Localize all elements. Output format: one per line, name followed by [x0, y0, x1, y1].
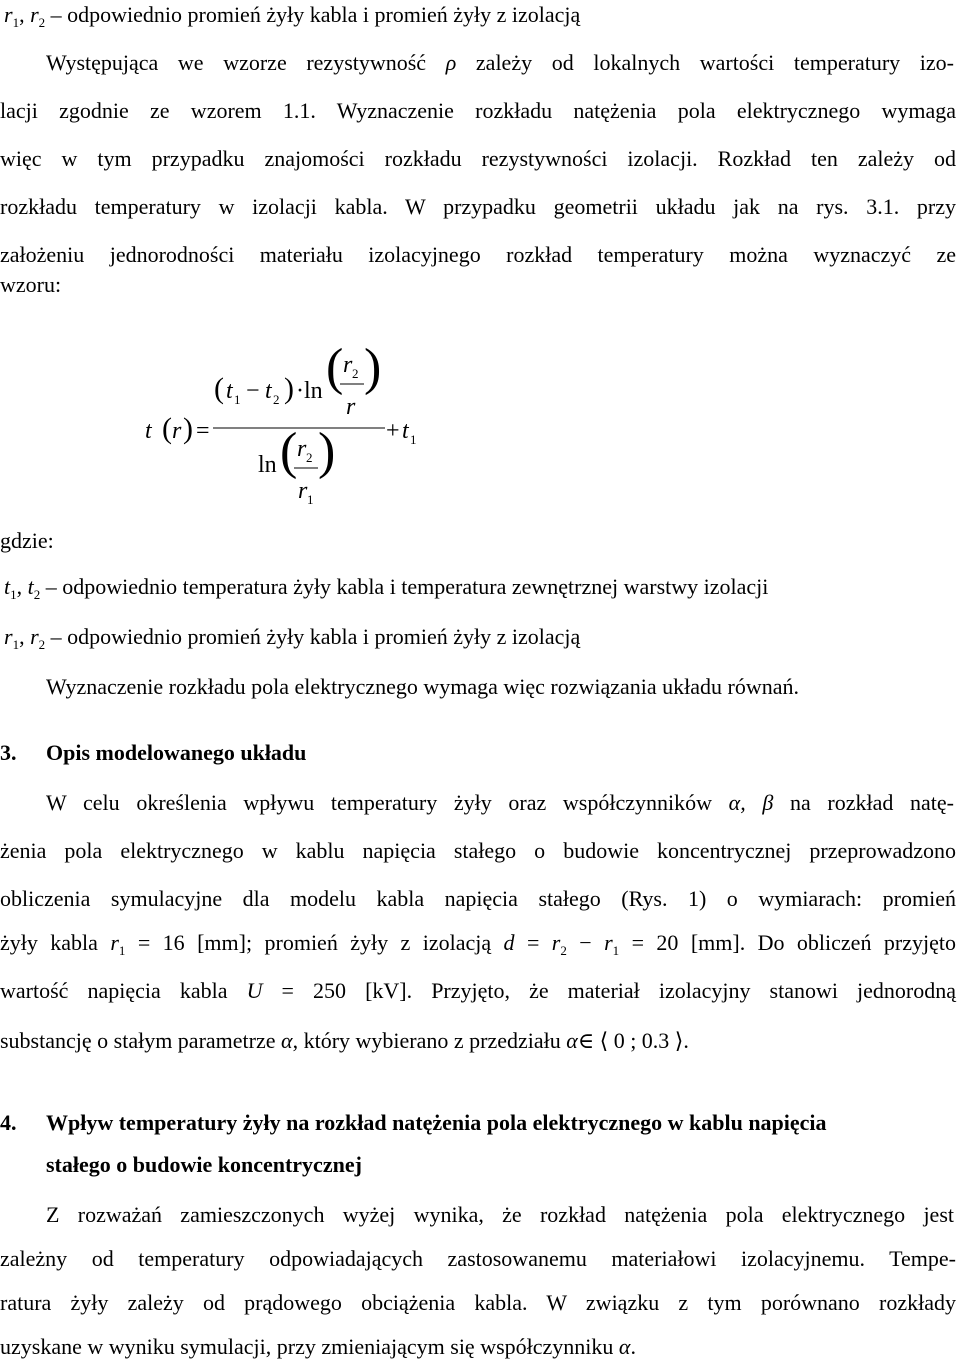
svg-text:): ): [183, 412, 193, 445]
svg-text:2: 2: [352, 366, 359, 381]
section-4-line-2: zależny od temperatury odpowiadających zastosowanemu materiałowi izolacyjnemu. Tempe-: [0, 1246, 956, 1271]
definition-radii: $r_1$, $r_2$ – odpowiednio promień żyły kabla i promień żyły z izolacją: [4, 624, 581, 652]
section-4-number: 4.: [0, 1110, 17, 1135]
svg-text:1: 1: [410, 432, 417, 447]
svg-text:1: 1: [234, 392, 241, 407]
section-3-number: 3.: [0, 740, 17, 765]
svg-text:): ): [364, 340, 382, 396]
paragraph-1-line-1: Występująca we wzorze rezystywność ρ zależy od lokalnych wartości temperatury izo-: [46, 50, 954, 75]
alpha-beta-symbols: α, β: [728, 790, 774, 815]
section-3-line-5: wartość napięcia kabla U = 250 [kV]. Przyjęto, że materiał izolacyjny stanowi jednorodną: [0, 978, 957, 1003]
section-3-line-1: W celu określenia wpływu temperatury żyły oraz współczynników α, β na rozkład natę-: [46, 790, 954, 815]
formula-t2: t: [265, 378, 272, 404]
svg-text:2: 2: [273, 392, 280, 407]
rho-symbol: ρ: [445, 50, 457, 75]
formula-equals: =: [196, 418, 210, 444]
section-4-heading: [0, 1110, 960, 1136]
section-3-heading: [0, 740, 960, 766]
section-3-title: Opis modelowanego układu: [46, 740, 307, 765]
section-3-line-6: substancję o stałym parametrze α, który wybierano z przedziału α∈ ⟨ 0 ; 0.3 ⟩.: [0, 1028, 689, 1053]
section-4-title-line-1: Wpływ temperatury żyły na rozkład natężenia pola elektrycznego w kablu napięcia: [46, 1110, 827, 1135]
formula-ln-top: ln: [304, 378, 323, 404]
paragraph-1-line-5: założeniu jednorodności materiału izolacyjnego rozkład temperatury można wyznaczyć ze: [0, 242, 956, 267]
svg-text:(: (: [280, 423, 298, 480]
svg-text:2: 2: [306, 450, 313, 465]
formula-r2-top: r: [343, 352, 353, 378]
section-4-line-3: ratura żyły zależy od prądowego obciążenia kabla. W związku z tym porównano rozkłady: [0, 1290, 956, 1315]
svg-text:−: −: [246, 378, 260, 404]
svg-text:(: (: [214, 372, 224, 405]
formula-plus: +: [386, 418, 400, 444]
where-label: gdzie:: [0, 528, 54, 553]
section-4-title-line-2: stałego o budowie koncentrycznej: [46, 1152, 362, 1177]
svg-text:): ): [318, 423, 336, 480]
paragraph-2: Wyznaczenie rozkładu pola elektrycznego wymaga więc rozwiązania układu równań.: [46, 674, 800, 699]
paragraph-1-line-3: więc w tym przypadku znajomości rozkładu rezystywności izolacji. Rozkład ten zależy od: [0, 146, 956, 171]
formula-r-top: r: [346, 394, 356, 420]
formula-t1-end: t: [402, 418, 409, 444]
top-definition-text: – odpowiednio promień żyły kabla i promień żyły z izolacją: [45, 2, 581, 27]
paragraph-1-line-2: lacji zgodnie ze wzorem 1.1. Wyznaczenie rozkładu natężenia pola elektrycznego wymaga: [0, 98, 956, 123]
svg-text:): ): [284, 372, 294, 405]
svg-text:·: ·: [296, 378, 304, 404]
temperature-formula: [0, 340, 960, 520]
formula-r: r: [172, 418, 182, 444]
top-definition: $r_1$, $r_2$ – odpowiednio promień żyły kabla i promień żyły z izolacją: [4, 2, 581, 30]
section-4-line-4: uzyskane w wyniku symulacji, przy zmieniającym się współczynniku α.: [0, 1334, 636, 1359]
var-r2: r: [30, 2, 39, 27]
svg-text:1: 1: [307, 492, 314, 507]
paragraph-1-line-6: wzoru:: [0, 272, 62, 297]
formula-t: t: [145, 418, 152, 444]
definition-temperatures: $t_1$, $t_2$ – odpowiednio temperatura żyły kabla i temperatura zewnętrznej warstwy izolacji: [4, 574, 769, 602]
svg-text:(: (: [162, 412, 172, 445]
section-3-line-4: żyły kabla $r_1 = 16$ [mm]; promień żyły z izolacją $d = r_2 - r_1 = 20$ [mm]. Do obliczeń przyjęto: [0, 930, 956, 958]
formula-t1: t: [226, 378, 233, 404]
formula-ln-bottom: ln: [258, 452, 277, 478]
paragraph-1-line-4: rozkładu temperatury w izolacji kabla. W przypadku geometrii układu jak na rys. 3.1. przy: [0, 194, 956, 219]
formula-r1-bottom: r: [298, 478, 308, 504]
alpha-interval: ⟨ 0 ; 0.3 ⟩: [599, 1028, 684, 1053]
section-3-line-3: obliczenia symulacyjne dla modelu kabla napięcia stałego (Rys. 1) o wymiarach: promień: [0, 886, 956, 911]
var-r1: r: [4, 2, 13, 27]
section-3-line-2: żenia pola elektrycznego w kablu napięcia stałego o budowie koncentrycznej przeprowadzono: [0, 838, 956, 863]
formula-r2-bottom: r: [297, 436, 307, 462]
svg-text:(: (: [326, 340, 344, 396]
section-4-line-1: Z rozważań zamieszczonych wyżej wynika, że rozkład natężenia pola elektrycznego jest: [46, 1202, 954, 1227]
